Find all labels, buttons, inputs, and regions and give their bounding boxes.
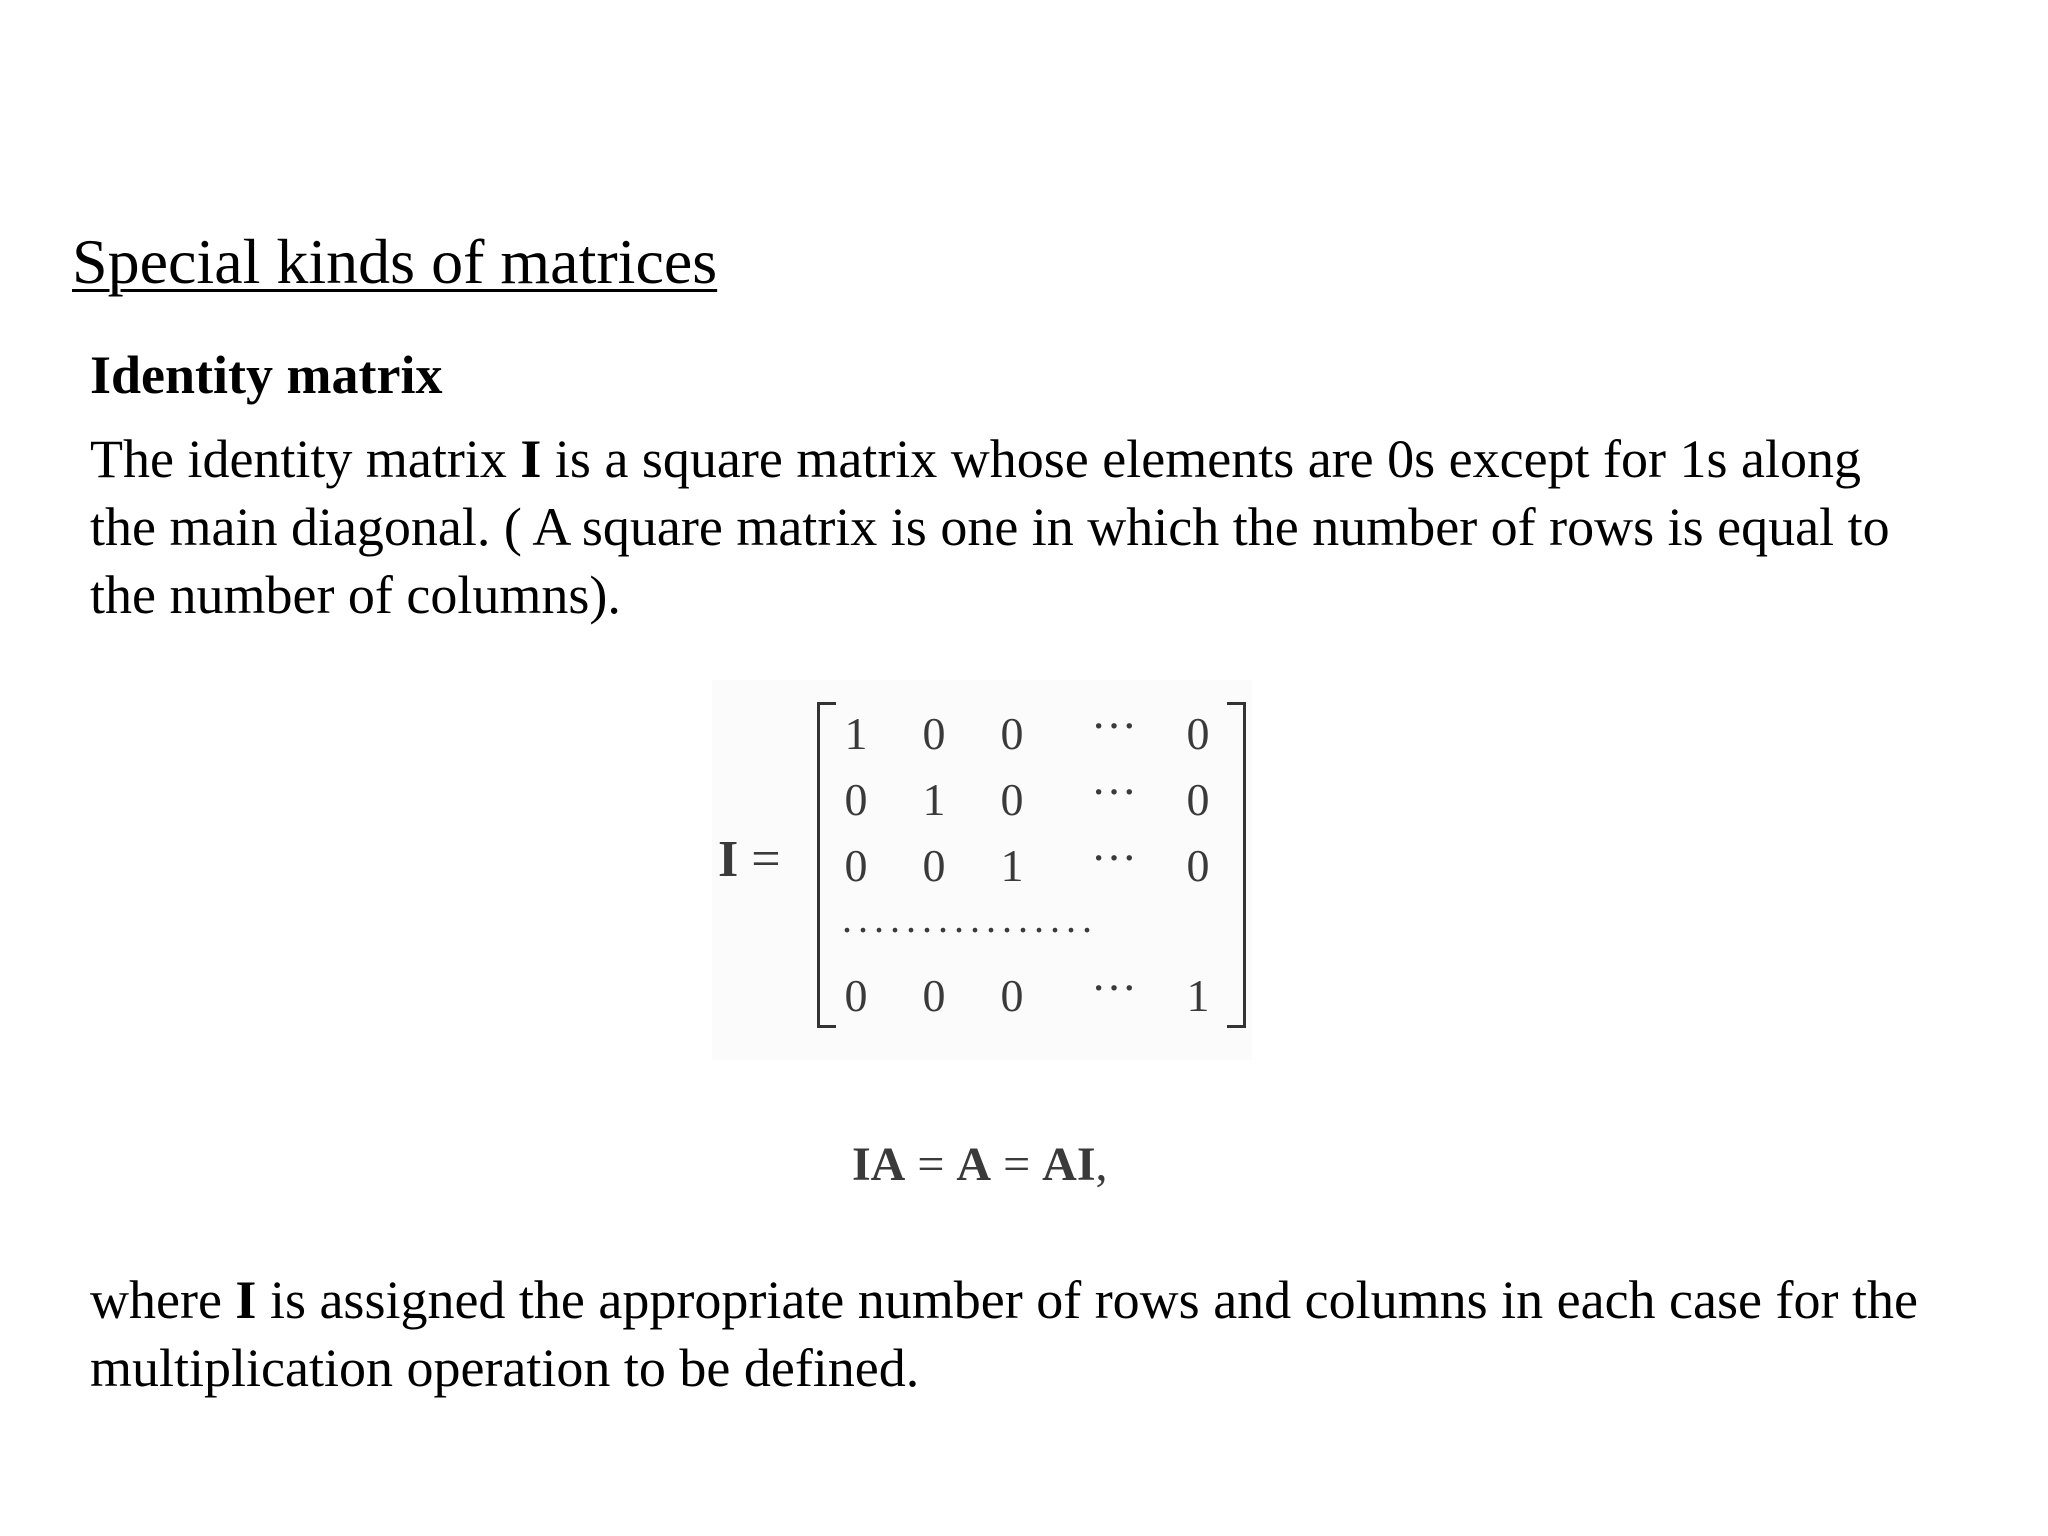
definition-line-2: the main diagonal. ( A square matrix is one in which the number of rows is equal to bbox=[90, 497, 1890, 557]
matrix-cell: ··· bbox=[1091, 766, 1137, 817]
definition-line-3: the number of columns). bbox=[90, 565, 621, 625]
matrix-cell: 0 bbox=[1186, 840, 1210, 891]
right-bracket bbox=[1227, 702, 1246, 1028]
definition-paragraph bbox=[90, 425, 2030, 629]
matrix-cell: 0 bbox=[922, 840, 946, 891]
matrix-cell: 0 bbox=[844, 840, 868, 891]
explanation-line-2: multiplication operation to be defined. bbox=[90, 1338, 920, 1398]
matrix-cell: ··· bbox=[1091, 832, 1137, 883]
definition-line-1 bbox=[90, 425, 2030, 493]
matrix-cell: 0 bbox=[844, 970, 868, 1021]
ellipsis-row: ................ bbox=[842, 896, 1098, 941]
matrix-cell: 0 bbox=[1000, 970, 1024, 1021]
matrix-cell: 0 bbox=[1000, 708, 1024, 759]
matrix-cell: ··· bbox=[1091, 962, 1137, 1013]
slide-title: Special kinds of matrices bbox=[72, 226, 718, 297]
explanation-line-1 bbox=[90, 1266, 2030, 1334]
identity-symbol: I bbox=[520, 429, 542, 489]
definition-text: is a square matrix whose elements are 0s except for 1s along bbox=[541, 429, 1861, 489]
matrix-cell: 0 bbox=[844, 774, 868, 825]
matrix-symbol: I bbox=[718, 831, 739, 888]
matrix-cell: 0 bbox=[1000, 774, 1024, 825]
explanation-text: where bbox=[90, 1270, 236, 1330]
equation-term: AI bbox=[1042, 1138, 1096, 1191]
matrix-cell: 1 bbox=[1186, 970, 1210, 1021]
section-heading: Identity matrix bbox=[90, 345, 443, 405]
equation-term: A bbox=[956, 1138, 992, 1191]
equals-sign: = bbox=[905, 1138, 957, 1191]
identity-equation bbox=[852, 1135, 1108, 1195]
definition-text: The identity matrix bbox=[90, 429, 521, 489]
matrix-cell: 1 bbox=[844, 708, 868, 759]
identity-matrix-figure bbox=[712, 680, 1252, 1060]
matrix-cell: 1 bbox=[922, 774, 946, 825]
equals-sign: = bbox=[738, 831, 781, 888]
matrix-cell: 0 bbox=[1186, 774, 1210, 825]
matrix-lhs bbox=[718, 830, 781, 890]
matrix-cell: 0 bbox=[1186, 708, 1210, 759]
explanation-paragraph bbox=[90, 1266, 2030, 1402]
matrix-cell: 0 bbox=[922, 970, 946, 1021]
equation-term: IA bbox=[852, 1138, 906, 1191]
explanation-text: is assigned the appropriate number of rows and columns in each case for the bbox=[256, 1270, 1918, 1330]
identity-symbol: I bbox=[235, 1270, 257, 1330]
matrix-cell: 1 bbox=[1000, 840, 1024, 891]
matrix-cell: ··· bbox=[1091, 700, 1137, 751]
equation-comma: , bbox=[1095, 1138, 1108, 1191]
matrix-cell: 0 bbox=[922, 708, 946, 759]
equals-sign: = bbox=[991, 1138, 1043, 1191]
